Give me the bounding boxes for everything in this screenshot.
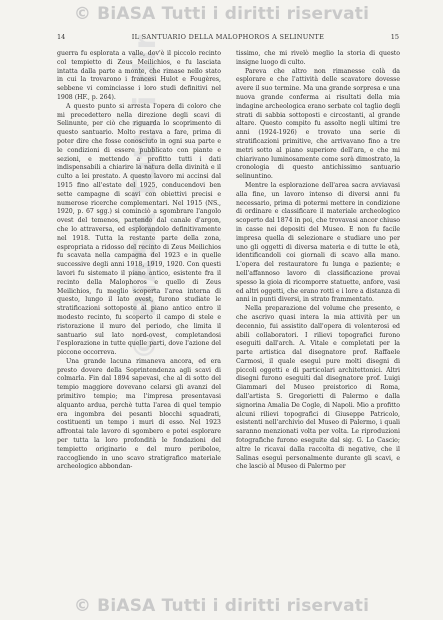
paragraph: Mentre la esplorazione dell'area sacra avviavasi alla fine, un lavoro intenso di diversi anni fu necessario, prima di potermi mettere in condizione di ordinare e classificare il materiale archeologico scoperto dal 1874 in poi, che trovavasi ancor chiuso in casse nei depositi del Museo. E non fu facile impresa quella di selezionare e studiare uno per uno gli oggetti di diversa materia e di tutte le età, identificandoli coi giornali di scavo alla mano. L'opera del restauratore fu lunga e paziente; e nell'affannoso lavoro di classificazione provai spesso la gioia di ricomporre statuette, anfore, vasi ed altri oggetti, che erano rotti e i lore a distanza di anni in punti diversi, in strato frammentato. [236, 181, 400, 304]
running-head [57, 33, 399, 45]
page-number-left: 14 [57, 33, 66, 41]
left-column [57, 50, 221, 472]
watermark-top: © BiASA Tutti i diritti riservati [73, 4, 370, 24]
running-title: IL SANTUARIO DELLA MALOPHOROS A SELINUNTE [131, 33, 325, 41]
page-number-right: 15 [390, 33, 399, 41]
watermark-bottom: © BiASA Tutti i diritti riservati [73, 596, 370, 616]
paragraph: Nella preparazione del volume che presento, e che ascrivo quasi intera la mia attività per un decennio, fui assistito dall'opera di volenterosi ed abili collaboratori. I rilievi topografici furono eseguiti dall'arch. A. Vitale e completati per la parte artistica dal disegnatore prof. Raffaele Carmosi, il quale eseguì pure molti disegni di piccoli oggetti e di particolari architettonici. Altri disegni furono eseguiti dal disegnatore prof. Luigi Giammari del Museo preistorico di Roma, dall'artista S. Gregorietti di Palermo e dalla signorina Amalia De Cogle, di Napoli. Mio a profitto alcuni rilievi topografici di Giuseppe Patricolo, esistenti nell'archivio del Museo di Palermo, i quali saranno menzionati volta per volta. Le riproduzioni fotografiche furono eseguite dal sig. G. Lo Cascio; altre le ricavai dalla raccolta di negative, che il Salinas eseguì personalmente durante gli scavi, e che lasciò al Museo di Palermo per [236, 305, 400, 471]
paragraph: tissimo, che mi rivelò meglio la storia di questo insigne luogo di culto. [236, 50, 400, 66]
paragraph: Pareva che altro non rimanesse colà da esplorare e che l'attività delle scavatore dovesse avere il suo termine. Ma una grande sorpresa e una nuova grande conferma ai risultati della mia indagine archeologica erano serbate col taglio degli strati di sabbia sottoposti e circostanti, al grande altare. Questo compito fu assolto negli ultimi tre anni (1924-1926) e trovato una serie di stratificazioni primitive, che arrivavano fino a tre metri sotto al piano superiore dell'ara, e che mi chiarivano luminosamente come sorà dimostrato, la cronologia di questo antichissimo santuario selinuntino. [236, 67, 400, 181]
paragraph: Una grande lacuna rimaneva ancora, ed era presto dovere della Soprintendenza agli scavi di colmarla. Fin dal 1894 sapevasi, che al di sotto del tempio maggiore dovevano celarsi gli avanzi del primitivo tempio; ma l'impresa presentavasi alquanto ardua, perchè tutta l'area di quel tempio era ingombra dei pesanti blocchi squadrati, costituenti un tempo i muri di esso. Nel 1923 affrontai tale lavoro di sgombero e potei esplorare per tutta la loro profondità le fondazioni del tempietto originario e del muro periboloe, raccogliendo in uno scavo stratigrafico materiale archeologico abbondan- [57, 357, 221, 471]
watermark-side: © BiASA Tutti i dir [128, 33, 163, 360]
paragraph: guerra fu esplorata a valle, dov'è il piccolo recinto col tempietto di Zeus Meilichios, e fu lasciata intatta dalla parte a monte, che rimase nello stato in cui la trovarono i francesi Hulot e Fougères, sebbene vi cominciasse i loro studi definitivi nel 1908 (HF., p. 264). [57, 50, 221, 101]
paragraph: A questo punto si arresta l'opera di coloro che mi precedettero nella direzione degli scavi di Selinunte, per ciò che riguarda lo scoprimento di questo santuario. Molto restava a fare, prima di poter dire che fosse conosciuto in ogni sua parte e le condizioni di essere pubblicato con piante e sezioni, e mettendo a profitto tutti i dati indispensabili a chiarire la natura della divinità e il culto a lei prestato. A questo lavoro mi accinsi dal 1915 fino all'estate del 1925, conducendovi ben sette campagne di scavi con obiettivi precisi e numerose ricerche complementari. Nel 1915 (NS., 1920, p. 67 sgg.) si cominciò a sgombrare l'angolo ovest del temenos, partendo dal canale d'argon, che lo attraversa, ed esplorandolo definitivamente nel 1918. Tutta la restante parte della zona, espropriata a ridosso del recinto di Zeus Meilichios fu scavata nella campagna del 1923 e in quelle successive degli anni 1918, 1919, 1920. Con questi lavori fu sistemato il piano antico, esistente fra il recinto della Malophoros e quello di Zeus Meilichios, fu meglio scoperta l'area interna di questo, lungo il lato ovest, furono studiate le stratificazioni sottoposte al piano antico entro il modesto recinto, fu scoperto il campo di stele e ristorazione il muro del periodo, che limita il santuario sul lato nord-ovest, completandosi l'esplorazione in tutte quelle parti, dove l'azione del piccone occorreva. [57, 102, 221, 357]
right-column [236, 50, 400, 472]
